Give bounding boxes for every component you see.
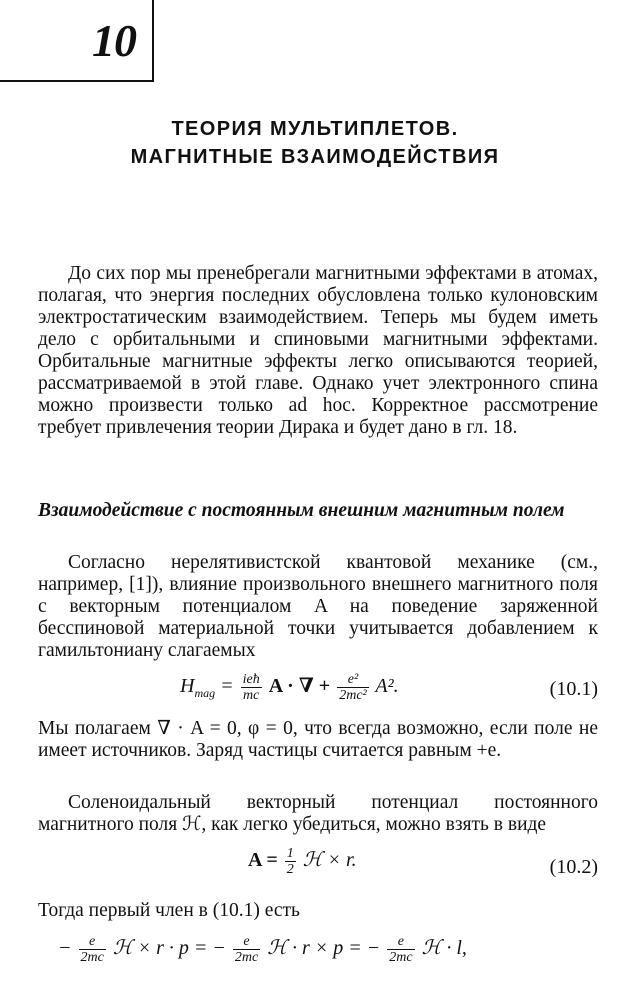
- eq2-fraction: [285, 846, 296, 877]
- eq2-f-num: 1: [286, 846, 294, 861]
- chapter-rule-line: [0, 80, 152, 82]
- eq3-part2: ℋ · r × p = −: [267, 937, 381, 960]
- eq3-f2-num: e: [233, 934, 260, 950]
- paragraph-solenoidal: Соленоидальный векторный потенциал постоянного магнитного поля ℋ, как легко убедиться, можно взять в виде: [38, 792, 598, 835]
- equation-10-1-body: $H_{mag}$ = $\frac{\text{ieħ}}{mc}$ A · ∇ + $\frac{\text{e²}}{\text{2mc²}}$ A².: [180, 672, 399, 703]
- eq2-lhs: A =: [248, 849, 278, 872]
- chapter-title-line-1: ТЕОРИЯ МУЛЬТИПЛЕТОВ.: [171, 118, 459, 140]
- eq3-part1: ℋ × r · p = −: [112, 937, 226, 960]
- eq1-fraction-1: [241, 672, 262, 703]
- eq3-fraction-1: [79, 934, 106, 965]
- paragraph-nonrelativistic: Согласно нерелятивистской квантовой механике (см., например, [1]), влияние произвольного внешнего магнитного поля с векторным потенциалом A на поведение заряженной бесспиновой материальной точки учитывается добавлением к гамильтониану слагаемых: [38, 552, 598, 661]
- paragraph-intro: До сих пор мы пренебрегали магнитными эффектами в атомах, полагая, что энергия последних обусловлена только кулоновским электростатическим взаимодействием. Теперь мы будем иметь дело с орбитальными и спиновыми магнитными эффектами. Орбитальные магнитные эффекты легко описываются теорией, рассматриваемой в этой главе. Однако учет электронного спина можно произвести только ad hoc. Корректное рассмотрение требует привлечения теории Дирака и будет дано в гл. 18.: [38, 263, 598, 438]
- eq1-mid: A · ∇ +: [268, 675, 331, 698]
- eq3-fraction-3: [387, 934, 414, 965]
- eq1-tail: A².: [375, 675, 399, 698]
- eq2-f-den: 2: [286, 862, 294, 877]
- eq3-f1-den: 2mc: [80, 950, 104, 965]
- eq1-lhs-sub: mag: [194, 686, 216, 701]
- eq3-part3: ℋ · l,: [421, 937, 467, 960]
- eq3-f1-num: e: [79, 934, 106, 950]
- eq1-f1-num: ieħ: [242, 672, 260, 687]
- eq3-fraction-2: [233, 934, 260, 965]
- equation-10-2-body: [248, 846, 357, 877]
- equation-number-10-1: (10.1): [549, 678, 598, 700]
- equation-10-2: [38, 842, 598, 884]
- section-heading: Взаимодействие с постоянным внешним магнитным полем: [38, 500, 565, 521]
- eq3-f2-den: 2mc: [234, 950, 259, 965]
- eq1-lhs: H: [180, 675, 195, 698]
- eq1-f1-den: mc: [243, 688, 260, 703]
- paragraph-first-term: Тогда первый член в (10.1) есть: [38, 900, 300, 921]
- equation-number-10-2: (10.2): [549, 856, 598, 878]
- eq1-f2-den: 2mc²: [339, 688, 367, 703]
- eq3-f3-num: e: [387, 934, 414, 950]
- equation-10-1: [38, 668, 598, 710]
- eq3-f3-den: 2mc: [389, 950, 413, 965]
- paragraph-gauge: Мы полагаем ∇ · A = 0, φ = 0, что всегда возможно, если поле не имеет источников. Заряд частицы считается равным +e.: [38, 718, 598, 761]
- equation-first-term: [38, 930, 598, 980]
- eq2-tail: ℋ × r.: [302, 849, 357, 872]
- equation-first-term-body: − $\frac{e}{2mc}$ ℋ × r · p = − $\frac{e}{2mc}$ ℋ · r × p = − $\frac{e}{2mc}$ ℋ · l,: [58, 934, 467, 965]
- eq1-fraction-2: [337, 672, 369, 703]
- chapter-title-line-2: МАГНИТНЫЕ ВЗАИМОДЕЙСТВИЯ: [130, 146, 500, 168]
- eq1-f2-num: e²: [337, 672, 369, 688]
- chapter-number: 10: [92, 15, 136, 66]
